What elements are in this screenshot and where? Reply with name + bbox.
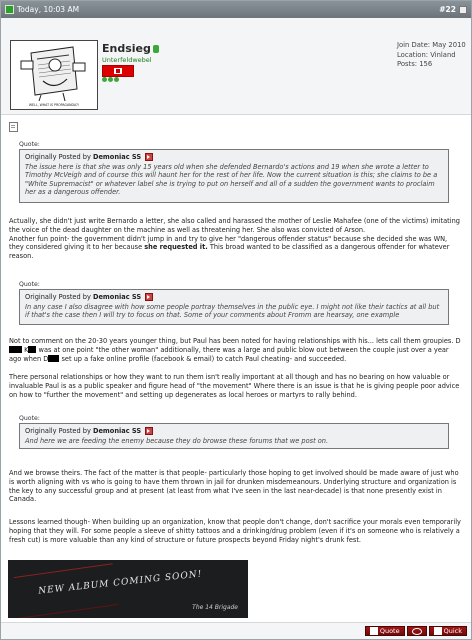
- quick-reply-label: Quick: [443, 627, 462, 635]
- post-paragraph: And we browse theirs. The fact of the matter is that people- particularly those hoping to get involved should be made aware of just who is worth aligning with vs who is going to have them thrown in jail for drunken misdemeanours. Underlying structure and organization is the key to any successful group and at present (at least from what I've seen in the last near-decade) is that none presently exist in Canada.: [9, 469, 459, 504]
- reputation-dot-icon: [108, 77, 113, 82]
- quote-button[interactable]: [365, 626, 405, 636]
- reputation-icons: [102, 77, 119, 82]
- quote-attribution: [25, 153, 443, 162]
- join-date: Join Date: May 2010: [397, 41, 466, 49]
- banner-main-text: NEW ALBUM COMING SOON!: [37, 569, 203, 597]
- quick-reply-button[interactable]: [429, 626, 467, 636]
- post-paragraph: [9, 217, 461, 261]
- post-status-icon: [5, 5, 14, 14]
- canada-flag-icon: [102, 65, 134, 77]
- redaction-bar: [9, 346, 22, 353]
- online-status-icon: [153, 45, 159, 53]
- quote-attribution: [25, 427, 443, 436]
- quote-text: In any case I also disagree with how some people portray themselves in the public eye. I might not like their tactics at all but if that's the case then I will try to focus on that. Some of your comments about Fromm are hearsay, one example: [25, 302, 440, 320]
- quote-author: Demoniac SS: [92, 427, 142, 435]
- quote-author: Demoniac SS: [92, 293, 142, 301]
- quote-text: The issue here is that she was only 15 years old when she defended Bernardo's actions and 19 when she wrote a letter to Timothy McVeigh and of course this will haunt her for the rest of her life. Now the current situation is this; she claims to be a "White Supremacist" or whatever label she is trying to put on herself and all of a sudden the government wants to proclaim her as a dangerous offender.: [25, 162, 438, 197]
- multiquote-checkbox-icon[interactable]: [459, 6, 467, 14]
- post-paragraph: There personal relationships or how they want to run them isn't really important at all though and has no bearing on how valuable or invaluable Paul is as a public speaker and figure head of "the movement" Where there is an issue is that he is giving people poor advice on how to "further the movement" and setting up degenerates as local heroes or martyrs to rally behind.: [9, 373, 460, 399]
- user-info-bar: [1, 18, 471, 115]
- quote-button-label: Quote: [379, 627, 400, 635]
- paragraph-line: [9, 235, 461, 261]
- quote-label: Quote:: [19, 141, 40, 148]
- quote-text: And here we are feeding the enemy because they do browse these forums that we post on.: [25, 436, 329, 445]
- quote-label: Quote:: [19, 415, 40, 422]
- multiquote-icon: [412, 628, 422, 635]
- paragraph-line: Actually, she didn't just write Bernardo a letter, she also called and harassed the mother of Leslie Mahafee (one of the victims) imitating the voice of the dead daughter on the machine as well as threatening her. She also was convicted of Arson.: [9, 217, 460, 234]
- quote-originally-text: Originally Posted by: [25, 153, 91, 161]
- paragraph-text: set up a fake online profile (facebook & email) to catch Paul cheating- and succeeded.: [61, 354, 347, 363]
- view-post-icon[interactable]: [145, 293, 153, 301]
- username-link[interactable]: Endsieg: [102, 42, 151, 55]
- redaction-bar: [28, 346, 36, 353]
- quote-originally-text: Originally Posted by: [25, 293, 91, 301]
- quote-icon: [370, 627, 378, 635]
- post-body: [1, 113, 471, 623]
- view-post-icon[interactable]: [145, 153, 153, 161]
- quote-label: Quote:: [19, 281, 40, 288]
- signature-banner-image: [8, 560, 248, 618]
- post-paragraph: Lessons learned though- When building up an organization, know that people don't change, don't sacrifice your morals even temporarily hoping that they will. For some people a sleeve of shitty tattoos and a drinking/drug problem (even if it's on someone who is relatively a fresh cut) is more valuable than any kind of structure or future prospects beyond Friday night's drunk fest.: [9, 518, 461, 544]
- user-avatar[interactable]: [10, 40, 98, 110]
- quote-block: [19, 423, 449, 449]
- multiquote-button[interactable]: [407, 626, 427, 636]
- redaction-bar: [48, 355, 59, 362]
- banner-sub-text: The 14 Brigade: [192, 604, 238, 611]
- avatar-caption: WELL, WHAT IS PROPAGANDA?!: [28, 103, 80, 107]
- quote-originally-text: Originally Posted by: [25, 427, 91, 435]
- post-count: Posts: 156: [397, 60, 433, 68]
- message-icon: [9, 122, 18, 132]
- view-post-icon[interactable]: [145, 427, 153, 435]
- post-paragraph: [9, 337, 461, 363]
- emphasis-text: she requested it.: [144, 243, 208, 252]
- user-title: Unterfeldwebel: [102, 56, 152, 64]
- paragraph-text: Not to comment on the 20-30 years younger thing, but Paul has been noted for having relationships with his... lets call them groupies. D: [9, 337, 461, 345]
- post-timestamp: Today, 10:03 AM: [17, 5, 80, 14]
- post-number-link[interactable]: #22: [439, 5, 456, 14]
- reputation-dot-icon: [114, 77, 119, 82]
- avatar-illustration-icon: [11, 41, 97, 109]
- paragraph-text: This broad wanted to be classified as a dangerous offender for whatever reason.: [9, 243, 450, 261]
- post-header: [1, 1, 471, 18]
- quote-author: Demoniac SS: [92, 153, 142, 161]
- quote-block: [19, 289, 449, 325]
- user-meta: [397, 41, 466, 70]
- post-footer: [1, 622, 471, 639]
- quote-attribution: [25, 293, 443, 302]
- paragraph-text: was at one point "the other woman" additionally, there was a large and public blow out between the couple just over a year ago when D: [9, 345, 449, 363]
- user-location: Location: Vinland: [397, 50, 456, 59]
- quote-block: [19, 149, 449, 203]
- paragraph-text: Another fun point- the government didn't jump in and try to give her "dangerous offender status" because she decided she was WN, they considered giving it to her because: [9, 234, 448, 252]
- paragraph-text: K: [24, 345, 29, 354]
- quick-reply-icon: [434, 627, 442, 635]
- reputation-dot-icon: [102, 77, 107, 82]
